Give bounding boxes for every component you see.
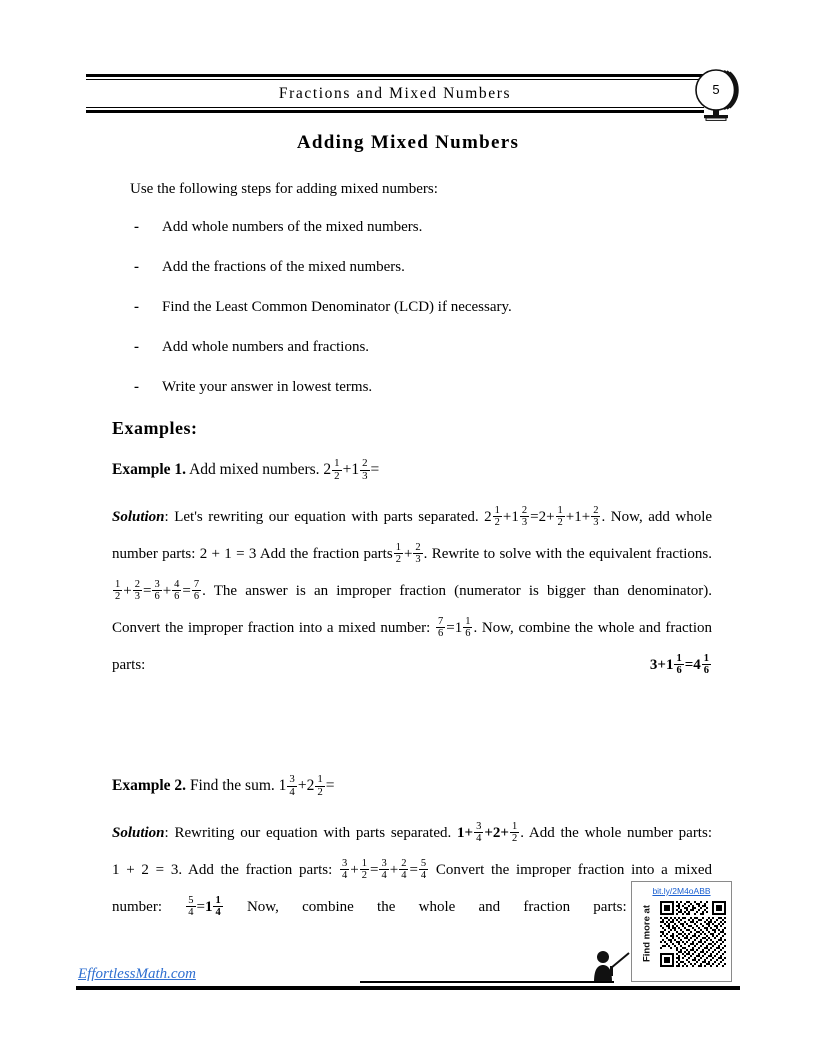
numerator: 7 [437, 616, 444, 628]
solution-text: . Add the fraction parts: [178, 862, 333, 878]
plus-operator: + [162, 583, 172, 599]
list-item [112, 296, 712, 318]
whole-number: 2 [538, 509, 547, 525]
whole-number: 3 [649, 657, 658, 673]
equals-operator: = [409, 862, 418, 878]
denominator: 4 [188, 907, 194, 919]
denominator: 2 [361, 870, 368, 882]
whole-parts-equation: 1 + 2 = 3 [112, 862, 179, 878]
bullet-dash: - [134, 339, 139, 355]
numerator: 2 [134, 579, 140, 591]
bullet-dash: - [134, 379, 139, 395]
teacher-pointer-icon [588, 944, 632, 986]
period: . [520, 825, 524, 841]
numerator: 5 [420, 858, 427, 870]
plus-operator: + [581, 509, 591, 525]
numerator: 2 [401, 858, 407, 870]
whole-number: 2 [323, 461, 332, 478]
example-1-expression [323, 457, 380, 482]
numerator: 1 [703, 653, 709, 665]
equals-operator: = [196, 899, 205, 915]
numerator: 1 [334, 457, 340, 470]
denominator: 4 [476, 833, 482, 845]
qr-link[interactable]: bit.ly/2M4oABB [652, 886, 711, 896]
example-1-heading [112, 457, 712, 483]
whole-number: 1 [665, 657, 674, 673]
example-2-heading [112, 773, 712, 799]
denominator: 6 [193, 591, 200, 603]
whole-number: 1 [511, 509, 519, 525]
footer-rule-thick [76, 986, 740, 990]
solution-label: Solution [112, 825, 165, 841]
denominator: 3 [415, 554, 421, 566]
qr-caption: Find more at [641, 905, 653, 963]
denominator: 6 [154, 591, 160, 603]
numerator: 3 [289, 773, 295, 786]
page-number: 5 [712, 82, 720, 97]
solution-text: Add the fraction parts [259, 546, 393, 562]
solution-text: . Rewrite to solve with the equivalent fractions. [423, 546, 712, 562]
qr-code-icon[interactable] [660, 901, 726, 967]
equivalent-fractions-equation [112, 579, 202, 603]
whole-number: 1 [278, 777, 287, 794]
numerator: 1 [115, 579, 121, 591]
step-label: Add the fractions of the mixed numbers. [162, 259, 405, 275]
example-2-prompt: Find the sum. [189, 777, 275, 794]
step-label: Find the Least Common Denominator (LCD) if necessary. [162, 299, 512, 315]
denominator: 4 [289, 785, 295, 798]
header-rule-top-thick [86, 74, 704, 77]
final-answer-equation [649, 653, 712, 677]
plus-operator: + [464, 825, 474, 841]
plus-operator: + [403, 546, 413, 562]
bullet-dash: - [134, 259, 139, 275]
numerator: 1 [317, 773, 323, 786]
whole-number: 1 [457, 825, 465, 841]
denominator: 3 [593, 517, 599, 529]
denominator: 2 [395, 554, 401, 566]
plus-operator: + [342, 461, 352, 478]
numerator: 4 [174, 579, 180, 591]
example-2-expression [278, 773, 335, 798]
solution-label: Solution [112, 509, 165, 525]
denominator: 4 [342, 870, 348, 882]
improper-to-mixed-equation [185, 895, 223, 919]
plus-operator: + [502, 509, 512, 525]
plus-operator: + [123, 583, 132, 599]
numerator: 2 [415, 542, 421, 554]
period: . [601, 509, 606, 525]
numerator: 1 [395, 542, 401, 554]
equals-operator: = [446, 620, 455, 636]
list-item [112, 376, 712, 398]
equals-operator: = [370, 461, 380, 478]
header-rule-bottom-thick [86, 110, 704, 113]
numerator: 7 [193, 579, 200, 591]
equals-operator: = [325, 777, 335, 794]
denominator: 4 [420, 870, 427, 882]
intro-text: Use the following steps for adding mixed numbers: [130, 181, 438, 197]
numerator: 2 [362, 457, 368, 470]
page-header [86, 74, 704, 114]
plus-operator: + [500, 825, 509, 841]
whole-number: 2 [484, 509, 492, 525]
solution-text: Convert the improper fraction into a mixed number: [112, 862, 713, 915]
denominator: 2 [557, 517, 563, 529]
bullet-dash: - [134, 219, 139, 235]
numerator: 3 [342, 858, 348, 870]
whole-number: 1 [454, 620, 463, 636]
plus-operator: + [657, 657, 666, 673]
list-item [112, 216, 712, 238]
example-1-label: Example 1. [112, 461, 187, 478]
colon: : [164, 509, 169, 525]
denominator: 4 [215, 907, 221, 919]
denominator: 3 [521, 517, 528, 529]
example-1-prompt: Add mixed numbers. [189, 461, 320, 478]
page-title: Adding Mixed Numbers [296, 132, 520, 153]
example-1-solution [112, 499, 712, 721]
whole-parts-equation: 2 + 1 = 3 [199, 546, 257, 562]
example-2-label: Example 2. [112, 777, 187, 794]
denominator: 2 [115, 591, 121, 603]
bullet-dash: - [134, 299, 139, 315]
header-rule-bottom-thin [86, 107, 704, 108]
examples-heading: Examples: [112, 418, 198, 438]
equals-operator: = [530, 509, 539, 525]
denominator: 2 [317, 785, 323, 798]
equals-operator: = [142, 583, 152, 599]
whole-number: 1 [351, 461, 360, 478]
numerator: 1 [215, 895, 221, 907]
denominator: 4 [381, 870, 387, 882]
improper-to-mixed-equation [435, 616, 473, 640]
numerator: 1 [676, 653, 682, 665]
whole-number: 1 [204, 899, 213, 915]
fraction-parts-equation [339, 858, 429, 882]
equation-rewrite [484, 505, 606, 529]
plus-operator: + [350, 862, 359, 878]
numerator: 3 [154, 579, 160, 591]
example-spacer [112, 721, 712, 755]
colon: : [164, 825, 169, 841]
solution-text: Rewriting our equation with parts separated. [174, 825, 452, 841]
numerator: 2 [593, 505, 599, 517]
solution-text: Let's rewriting our equation with parts separated. [174, 509, 479, 525]
denominator: 2 [494, 517, 500, 529]
chapter-title: Fractions and Mixed Numbers [278, 85, 512, 102]
plus-operator: + [484, 825, 493, 841]
step-label: Add whole numbers of the mixed numbers. [162, 219, 423, 235]
numerator: 3 [381, 858, 387, 870]
list-item [112, 336, 712, 358]
footer-brand-link[interactable]: EffortlessMath.com [78, 966, 196, 982]
step-label: Write your answer in lowest terms. [162, 379, 373, 395]
solution-text: Now, combine the whole and fraction parts: [246, 899, 627, 915]
denominator: 3 [362, 469, 368, 482]
steps-list [112, 216, 712, 398]
plus-operator: + [565, 509, 575, 525]
equation-rewrite [457, 821, 524, 845]
denominator: 6 [703, 665, 709, 677]
plus-operator: + [389, 862, 399, 878]
solution-text: . Now, combine the whole and fraction parts: [112, 620, 712, 673]
whole-number: 2 [492, 825, 501, 841]
header-rule-top-thin [86, 79, 704, 80]
page-body [112, 178, 712, 963]
numerator: 5 [188, 895, 194, 907]
fraction-parts-expression [393, 542, 424, 566]
numerator: 2 [521, 505, 528, 517]
denominator: 2 [334, 469, 340, 482]
equals-operator: = [684, 657, 694, 673]
numerator: 1 [494, 505, 500, 517]
denominator: 6 [437, 628, 444, 640]
equals-operator: = [370, 862, 379, 878]
whole-number: 4 [693, 657, 701, 673]
denominator: 6 [465, 628, 471, 640]
step-label: Add whole numbers and fractions. [162, 339, 370, 355]
plus-operator: + [297, 777, 307, 794]
footer-rule-thin [360, 981, 614, 983]
numerator: 1 [557, 505, 563, 517]
denominator: 6 [174, 591, 180, 603]
plus-operator: + [546, 509, 555, 525]
example-2-solution [112, 815, 712, 963]
numerator: 1 [361, 858, 368, 870]
whole-number: 1 [574, 509, 582, 525]
globe-icon [694, 68, 754, 126]
qr-promo-box[interactable] [631, 881, 732, 982]
equals-operator: = [182, 583, 191, 599]
solution-text: Now, add whole number parts: [112, 509, 713, 562]
denominator: 4 [401, 870, 407, 882]
numerator: 1 [465, 616, 471, 628]
numerator: 1 [511, 821, 518, 833]
solution-text: Add the whole number parts: [528, 825, 712, 841]
denominator: 6 [676, 665, 682, 677]
list-item [112, 256, 712, 278]
numerator: 3 [476, 821, 482, 833]
whole-number: 2 [306, 777, 315, 794]
denominator: 2 [511, 833, 518, 845]
denominator: 3 [134, 591, 140, 603]
solution-text: . The answer is an improper fraction (numerator is bigger than denominator). Convert the improper fraction into a mixed number: [112, 583, 712, 636]
